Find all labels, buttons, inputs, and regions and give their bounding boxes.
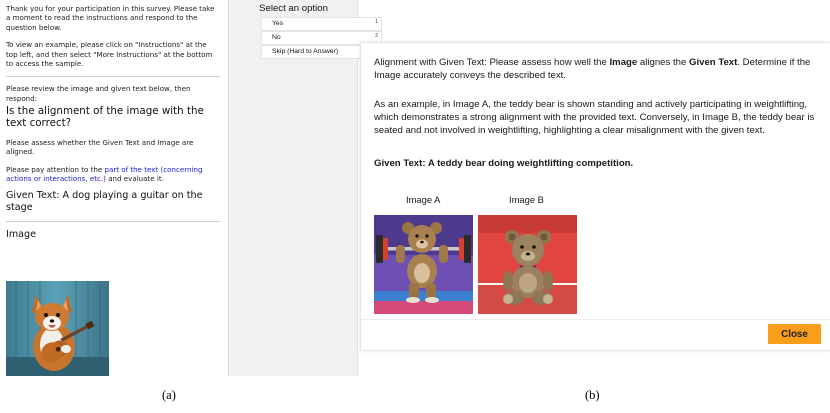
example-given-text	[374, 157, 818, 170]
options-title: Select an option	[259, 3, 328, 14]
instruction-paragraph	[374, 56, 818, 82]
option-label: No	[272, 34, 281, 41]
example-paragraph: As an example, in Image A, the teddy bear is shown standing and actively participating in weightlifting, which demonstrates a strong alignment with the provided text. Conversely, in Image B, the teddy bear is seated and not involved in weightlifting, highlighting a clear misalignment with the given text.	[374, 99, 815, 137]
teddy-weightlifting-illustration	[374, 215, 473, 314]
option-label: Skip (Hard to Answer)	[272, 48, 339, 55]
option-yes[interactable]	[261, 17, 382, 31]
review-prompt: Please review the image and given text below, then respond:	[6, 84, 191, 103]
text-span: alignes the	[637, 57, 689, 68]
image-b-teddy-sitting	[478, 215, 577, 314]
survey-task-panel	[0, 0, 378, 376]
instructions-dialog	[360, 42, 830, 351]
bold-image-term: Image	[609, 57, 638, 68]
image-b-label: Image B	[509, 194, 544, 205]
given-text: Given Text: A dog playing a guitar on the stage	[6, 190, 203, 213]
image-a-label: Image A	[406, 194, 441, 205]
attention-prefix: Please pay attention to the	[6, 164, 105, 174]
option-shortcut: 1	[375, 19, 378, 25]
dog-guitar-image	[6, 281, 109, 376]
survey-intro: Thank you for your participation in this survey. Please take a moment to read the instructions and respond to the question below.	[6, 4, 215, 32]
dog-guitar-illustration	[6, 281, 109, 376]
text-span: . Determine if the Image accurately conveys the described text.	[374, 57, 811, 82]
options-sidebar	[229, 0, 378, 376]
caption-b: (b)	[585, 388, 600, 402]
teddy-sitting-illustration	[478, 215, 577, 314]
bold-given-text-term: Given Text	[689, 57, 738, 68]
image-a-teddy-weightlifting	[374, 215, 473, 314]
text-span: Alignment with Given Text: Please assess how well the	[374, 57, 610, 68]
caption-a: (a)	[162, 388, 176, 402]
question-title: Is the alignment of the image with the text correct?	[6, 105, 204, 130]
option-label: Yes	[272, 20, 284, 27]
assess-text: Please assess whether the Given Text and Image are aligned.	[6, 137, 194, 157]
divider	[6, 76, 220, 77]
attention-suffix: and evaluate it.	[105, 174, 164, 184]
dialog-footer-divider	[361, 319, 830, 320]
instructions-hint: To view an example, please click on "Instructions" at the top left, and then select "More Instructions" at the bottom to access the sample.	[6, 40, 213, 69]
image-heading: Image	[6, 229, 37, 241]
given-text-bold: Given Text: A teddy bear doing weightlifting competition.	[374, 158, 634, 169]
close-button[interactable]: Close	[768, 324, 821, 344]
option-shortcut: 2	[375, 33, 378, 39]
attention-text	[6, 165, 220, 184]
attention-link[interactable]: part of the text (concerning actions or interactions, etc.)	[6, 164, 203, 184]
divider	[6, 221, 220, 222]
